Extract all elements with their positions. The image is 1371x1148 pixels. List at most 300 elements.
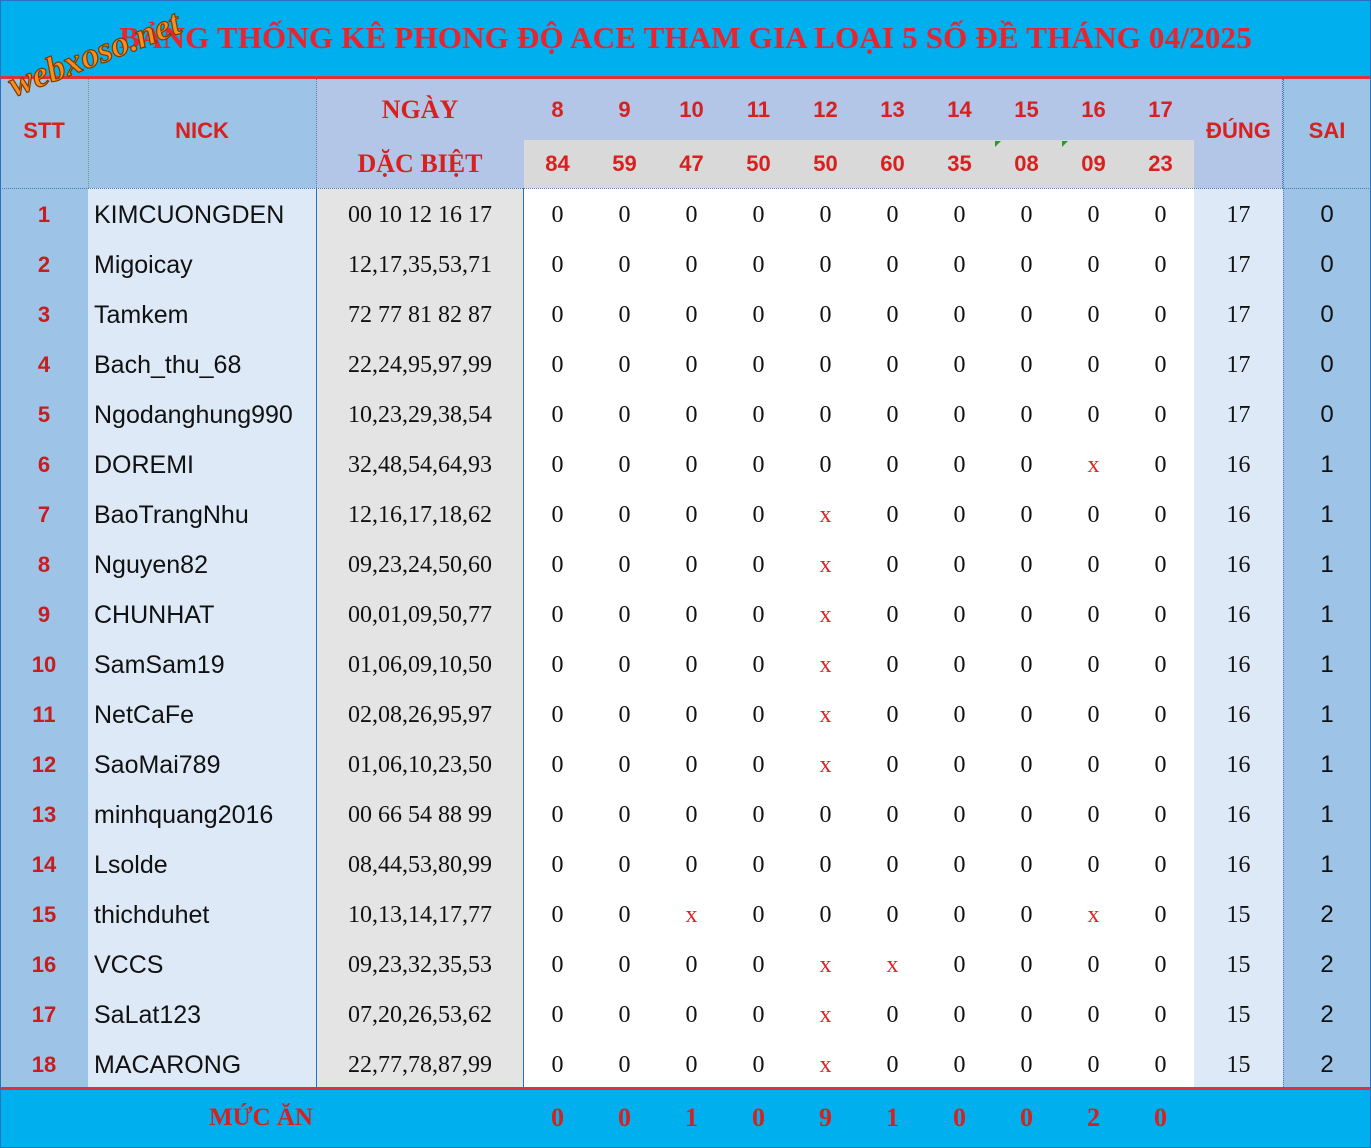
hit-mark: 0 xyxy=(551,351,564,378)
hit-mark: 0 xyxy=(819,251,832,278)
row-nick: Migoicay xyxy=(94,250,193,279)
hit-mark: 0 xyxy=(618,251,631,278)
hit-mark: 0 xyxy=(685,551,698,578)
row-stt: 1 xyxy=(37,202,51,227)
row-sai: 1 xyxy=(1320,551,1334,578)
hit-mark: 0 xyxy=(685,351,698,378)
hit-mark: 0 xyxy=(618,901,631,928)
row-stt: 6 xyxy=(37,452,51,477)
row-nick: SaoMai789 xyxy=(94,750,221,779)
row-nick: Ngodanghung990 xyxy=(94,400,293,429)
hit-mark: 0 xyxy=(618,751,631,778)
hit-mark: 0 xyxy=(953,801,966,828)
hit-mark: 0 xyxy=(618,851,631,878)
hit-mark: 0 xyxy=(886,801,899,828)
miss-mark: x xyxy=(886,951,899,978)
miss-mark: x xyxy=(685,901,698,928)
day-header-15: 15 xyxy=(1014,96,1039,122)
hit-mark: 0 xyxy=(551,601,564,628)
hit-mark: 0 xyxy=(1087,351,1100,378)
special-header-5: 50 xyxy=(813,151,838,176)
footer-value: 0 xyxy=(551,1102,564,1132)
row-stt: 13 xyxy=(31,802,57,827)
hit-mark: 0 xyxy=(551,501,564,528)
hit-mark: 0 xyxy=(953,901,966,928)
hit-mark: 0 xyxy=(1154,251,1167,278)
hit-mark: 0 xyxy=(886,901,899,928)
row-dung: 15 xyxy=(1226,951,1251,978)
hit-mark: 0 xyxy=(1087,601,1100,628)
hit-mark: 0 xyxy=(618,301,631,328)
hit-mark: 0 xyxy=(685,401,698,428)
row-stt: 14 xyxy=(31,852,57,877)
hit-mark: 0 xyxy=(953,651,966,678)
row-dung: 17 xyxy=(1226,251,1251,278)
row-nick: BaoTrangNhu xyxy=(94,500,249,529)
hit-mark: 0 xyxy=(551,251,564,278)
special-header-4: 50 xyxy=(746,151,771,176)
row-stt: 12 xyxy=(31,752,57,777)
hit-mark: 0 xyxy=(886,251,899,278)
hit-mark: 0 xyxy=(551,451,564,478)
hit-mark: 0 xyxy=(1020,851,1033,878)
hit-mark: 0 xyxy=(752,851,765,878)
hit-mark: 0 xyxy=(752,701,765,728)
hit-mark: 0 xyxy=(953,751,966,778)
miss-mark: x xyxy=(819,651,832,678)
special-header-3: 47 xyxy=(679,151,704,176)
hit-mark: 0 xyxy=(618,801,631,828)
hit-mark: 0 xyxy=(1020,451,1033,478)
hit-mark: 0 xyxy=(819,351,832,378)
day-header-12: 12 xyxy=(813,96,838,122)
hit-mark: 0 xyxy=(1020,801,1033,828)
row-dung: 16 xyxy=(1226,851,1251,878)
hit-mark: 0 xyxy=(685,451,698,478)
row-stt: 7 xyxy=(37,502,51,527)
hit-mark: 0 xyxy=(886,651,899,678)
hit-mark: 0 xyxy=(685,1051,698,1078)
hit-mark: 0 xyxy=(886,601,899,628)
hit-mark: 0 xyxy=(953,501,966,528)
hit-mark: 0 xyxy=(752,1001,765,1028)
row-numbers: 01,06,10,23,50 xyxy=(348,751,492,778)
hit-mark: 0 xyxy=(886,501,899,528)
day-header-14: 14 xyxy=(947,96,972,122)
hit-mark: 0 xyxy=(551,1001,564,1028)
hit-mark: 0 xyxy=(685,851,698,878)
hit-mark: 0 xyxy=(953,601,966,628)
hit-mark: 0 xyxy=(685,951,698,978)
miss-mark: x xyxy=(1087,901,1100,928)
special-header-1: 84 xyxy=(545,151,570,176)
hit-mark: 0 xyxy=(752,951,765,978)
row-nick: NetCaFe xyxy=(94,700,195,729)
nick-header: NICK xyxy=(175,117,229,143)
row-numbers: 12,17,35,53,71 xyxy=(348,251,492,278)
hit-mark: 0 xyxy=(886,201,899,228)
webxoso-logo xyxy=(2,0,227,110)
hit-mark: 0 xyxy=(1020,951,1033,978)
row-nick: VCCS xyxy=(94,950,164,979)
day-header-8: 8 xyxy=(551,96,564,122)
special-header-10: 23 xyxy=(1148,151,1173,176)
hit-mark: 0 xyxy=(685,301,698,328)
hit-mark: 0 xyxy=(1087,1001,1100,1028)
row-stt: 17 xyxy=(31,1002,57,1027)
row-dung: 16 xyxy=(1226,751,1251,778)
row-sai: 2 xyxy=(1320,901,1334,928)
hit-mark: 0 xyxy=(1087,201,1100,228)
row-dung: 17 xyxy=(1226,401,1251,428)
hit-mark: 0 xyxy=(1020,251,1033,278)
hit-mark: 0 xyxy=(819,901,832,928)
hit-mark: 0 xyxy=(1020,1001,1033,1028)
hit-mark: 0 xyxy=(752,401,765,428)
hit-mark: 0 xyxy=(752,201,765,228)
hit-mark: 0 xyxy=(618,651,631,678)
stt-header: STT xyxy=(23,117,65,143)
row-nick: Nguyen82 xyxy=(94,550,208,579)
hit-mark: 0 xyxy=(953,851,966,878)
row-numbers: 02,08,26,95,97 xyxy=(348,701,492,728)
footer-value: 0 xyxy=(1020,1102,1033,1132)
hit-mark: 0 xyxy=(752,451,765,478)
hit-mark: 0 xyxy=(1087,651,1100,678)
footer-value: 0 xyxy=(953,1102,966,1132)
row-nick: SaLat123 xyxy=(94,1000,202,1029)
hit-mark: 0 xyxy=(618,351,631,378)
row-sai: 0 xyxy=(1320,301,1334,328)
row-stt: 11 xyxy=(32,702,56,727)
hit-mark: 0 xyxy=(1087,501,1100,528)
hit-mark: 0 xyxy=(1154,1001,1167,1028)
row-numbers: 09,23,32,35,53 xyxy=(348,951,492,978)
hit-mark: 0 xyxy=(886,701,899,728)
hit-mark: 0 xyxy=(752,901,765,928)
hit-mark: 0 xyxy=(886,551,899,578)
miss-mark: x xyxy=(819,751,832,778)
day-header-17: 17 xyxy=(1148,96,1173,122)
hit-mark: 0 xyxy=(953,701,966,728)
hit-mark: 0 xyxy=(551,551,564,578)
row-nick: MACARONG xyxy=(94,1050,242,1079)
hit-mark: 0 xyxy=(1154,1051,1167,1078)
row-dung: 17 xyxy=(1226,201,1251,228)
row-sai: 1 xyxy=(1320,601,1334,628)
page-title: BẢNG THỐNG KÊ PHONG ĐỘ ACE THAM GIA LOẠI 5 SỐ ĐỀ THÁNG 04/2025 xyxy=(119,20,1252,55)
hit-mark: 0 xyxy=(685,201,698,228)
row-dung: 16 xyxy=(1226,501,1251,528)
row-stt: 5 xyxy=(37,402,51,427)
row-numbers: 72 77 81 82 87 xyxy=(348,301,492,328)
row-numbers: 00 10 12 16 17 xyxy=(348,201,492,228)
row-sai: 0 xyxy=(1320,351,1334,378)
row-stt: 16 xyxy=(31,952,57,977)
hit-mark: 0 xyxy=(752,651,765,678)
hit-mark: 0 xyxy=(551,751,564,778)
row-numbers: 08,44,53,80,99 xyxy=(348,851,492,878)
hit-mark: 0 xyxy=(752,801,765,828)
hit-mark: 0 xyxy=(1087,551,1100,578)
row-numbers: 22,24,95,97,99 xyxy=(348,351,492,378)
row-sai: 1 xyxy=(1320,801,1334,828)
special-header-6: 60 xyxy=(880,151,905,176)
hit-mark: 0 xyxy=(1087,801,1100,828)
sai-header: SAI xyxy=(1308,117,1346,143)
hit-mark: 0 xyxy=(618,1001,631,1028)
row-sai: 1 xyxy=(1320,651,1334,678)
row-nick: thichduhet xyxy=(94,900,210,929)
row-numbers: 07,20,26,53,62 xyxy=(348,1001,492,1028)
hit-mark: 0 xyxy=(953,1001,966,1028)
hit-mark: 0 xyxy=(886,751,899,778)
row-sai: 2 xyxy=(1320,1051,1334,1078)
row-numbers: 12,16,17,18,62 xyxy=(348,501,492,528)
hit-mark: 0 xyxy=(551,301,564,328)
hit-mark: 0 xyxy=(1154,351,1167,378)
hit-mark: 0 xyxy=(551,401,564,428)
footer-value: 0 xyxy=(752,1102,765,1132)
hit-mark: 0 xyxy=(752,751,765,778)
hit-mark: 0 xyxy=(1087,251,1100,278)
hit-mark: 0 xyxy=(819,301,832,328)
row-dung: 17 xyxy=(1226,301,1251,328)
hit-mark: 0 xyxy=(1020,551,1033,578)
hit-mark: 0 xyxy=(618,501,631,528)
special-header-7: 35 xyxy=(947,151,972,176)
row-sai: 2 xyxy=(1320,951,1334,978)
row-sai: 1 xyxy=(1320,751,1334,778)
svg-text:webxoso.net: webxoso.net xyxy=(2,2,186,105)
row-dung: 16 xyxy=(1226,651,1251,678)
special-header-9: 09 xyxy=(1081,151,1106,176)
hit-mark: 0 xyxy=(1154,751,1167,778)
row-stt: 18 xyxy=(31,1052,57,1077)
hit-mark: 0 xyxy=(1087,951,1100,978)
hit-mark: 0 xyxy=(1020,501,1033,528)
hit-mark: 0 xyxy=(1154,551,1167,578)
row-sai: 2 xyxy=(1320,1001,1334,1028)
footer-label: MỨC ĂN xyxy=(209,1103,313,1131)
hit-mark: 0 xyxy=(551,901,564,928)
hit-mark: 0 xyxy=(618,951,631,978)
hit-mark: 0 xyxy=(886,1001,899,1028)
hit-mark: 0 xyxy=(685,801,698,828)
row-stt: 10 xyxy=(31,652,57,677)
hit-mark: 0 xyxy=(1154,401,1167,428)
row-sai: 0 xyxy=(1320,201,1334,228)
hit-mark: 0 xyxy=(1087,851,1100,878)
row-numbers: 00 66 54 88 99 xyxy=(348,801,492,828)
day-header-13: 13 xyxy=(880,96,905,122)
hit-mark: 0 xyxy=(618,701,631,728)
hit-mark: 0 xyxy=(1154,951,1167,978)
row-stt: 8 xyxy=(37,552,51,577)
hit-mark: 0 xyxy=(752,551,765,578)
row-sai: 1 xyxy=(1320,501,1334,528)
hit-mark: 0 xyxy=(752,601,765,628)
hit-mark: 0 xyxy=(1020,701,1033,728)
hit-mark: 0 xyxy=(953,951,966,978)
row-numbers: 10,23,29,38,54 xyxy=(348,401,492,428)
hit-mark: 0 xyxy=(618,401,631,428)
row-sai: 1 xyxy=(1320,701,1334,728)
row-dung: 16 xyxy=(1226,601,1251,628)
hit-mark: 0 xyxy=(1020,901,1033,928)
miss-mark: x xyxy=(819,701,832,728)
row-numbers: 22,77,78,87,99 xyxy=(348,1051,492,1078)
hit-mark: 0 xyxy=(886,351,899,378)
hit-mark: 0 xyxy=(1020,751,1033,778)
hit-mark: 0 xyxy=(1154,301,1167,328)
dung-header: ĐÚNG xyxy=(1206,117,1271,143)
hit-mark: 0 xyxy=(618,1051,631,1078)
row-numbers: 10,13,14,17,77 xyxy=(348,901,492,928)
hit-mark: 0 xyxy=(1087,1051,1100,1078)
row-nick: Bach_thu_68 xyxy=(94,350,242,379)
hit-mark: 0 xyxy=(886,1051,899,1078)
hit-mark: 0 xyxy=(953,351,966,378)
hit-mark: 0 xyxy=(551,1051,564,1078)
row-nick: CHUNHAT xyxy=(94,600,215,629)
hit-mark: 0 xyxy=(1087,401,1100,428)
hit-mark: 0 xyxy=(685,1001,698,1028)
hit-mark: 0 xyxy=(1154,601,1167,628)
hit-mark: 0 xyxy=(819,401,832,428)
row-sai: 0 xyxy=(1320,401,1334,428)
row-dung: 15 xyxy=(1226,1001,1251,1028)
hit-mark: 0 xyxy=(618,451,631,478)
hit-mark: 0 xyxy=(819,451,832,478)
hit-mark: 0 xyxy=(953,251,966,278)
hit-mark: 0 xyxy=(1020,651,1033,678)
hit-mark: 0 xyxy=(752,251,765,278)
row-sai: 1 xyxy=(1320,851,1334,878)
hit-mark: 0 xyxy=(1154,851,1167,878)
hit-mark: 0 xyxy=(1020,601,1033,628)
hit-mark: 0 xyxy=(551,651,564,678)
hit-mark: 0 xyxy=(1020,201,1033,228)
row-dung: 15 xyxy=(1226,1051,1251,1078)
row-nick: SamSam19 xyxy=(94,650,225,679)
footer-value: 1 xyxy=(685,1102,698,1132)
hit-mark: 0 xyxy=(752,301,765,328)
footer-value: 0 xyxy=(618,1102,631,1132)
row-dung: 16 xyxy=(1226,801,1251,828)
hit-mark: 0 xyxy=(1020,401,1033,428)
hit-mark: 0 xyxy=(953,201,966,228)
row-nick: KIMCUONGDEN xyxy=(94,200,285,229)
hit-mark: 0 xyxy=(551,801,564,828)
hit-mark: 0 xyxy=(685,701,698,728)
hit-mark: 0 xyxy=(1020,301,1033,328)
row-stt: 4 xyxy=(37,352,51,377)
hit-mark: 0 xyxy=(1154,901,1167,928)
miss-mark: x xyxy=(1087,451,1100,478)
footer-value: 0 xyxy=(1154,1102,1167,1132)
hit-mark: 0 xyxy=(1154,701,1167,728)
hit-mark: 0 xyxy=(1087,301,1100,328)
dac-biet-header: DẶC BIỆT xyxy=(357,149,483,178)
special-header-2: 59 xyxy=(612,151,637,176)
hit-mark: 0 xyxy=(1020,351,1033,378)
footer-value: 9 xyxy=(819,1102,832,1132)
hit-mark: 0 xyxy=(953,1051,966,1078)
hit-mark: 0 xyxy=(685,251,698,278)
hit-mark: 0 xyxy=(953,301,966,328)
miss-mark: x xyxy=(819,1051,832,1078)
hit-mark: 0 xyxy=(953,551,966,578)
row-dung: 17 xyxy=(1226,351,1251,378)
hit-mark: 0 xyxy=(685,601,698,628)
hit-mark: 0 xyxy=(752,501,765,528)
hit-mark: 0 xyxy=(1154,501,1167,528)
hit-mark: 0 xyxy=(752,351,765,378)
row-numbers: 00,01,09,50,77 xyxy=(348,601,492,628)
hit-mark: 0 xyxy=(1087,701,1100,728)
footer-value: 2 xyxy=(1087,1102,1100,1132)
row-nick: DOREMI xyxy=(94,450,194,479)
hit-mark: 0 xyxy=(551,201,564,228)
miss-mark: x xyxy=(819,1001,832,1028)
miss-mark: x xyxy=(819,951,832,978)
hit-mark: 0 xyxy=(685,751,698,778)
hit-mark: 0 xyxy=(886,301,899,328)
hit-mark: 0 xyxy=(685,501,698,528)
row-nick: Lsolde xyxy=(94,850,168,879)
day-header-10: 10 xyxy=(679,96,704,122)
hit-mark: 0 xyxy=(1020,1051,1033,1078)
day-header-9: 9 xyxy=(618,96,631,122)
miss-mark: x xyxy=(819,601,832,628)
day-header-11: 11 xyxy=(746,96,771,122)
miss-mark: x xyxy=(819,501,832,528)
hit-mark: 0 xyxy=(1154,451,1167,478)
hit-mark: 0 xyxy=(819,801,832,828)
hit-mark: 0 xyxy=(953,401,966,428)
row-numbers: 32,48,54,64,93 xyxy=(348,451,492,478)
row-nick: minhquang2016 xyxy=(94,800,274,829)
hit-mark: 0 xyxy=(551,851,564,878)
hit-mark: 0 xyxy=(1154,801,1167,828)
miss-mark: x xyxy=(819,551,832,578)
row-nick: Tamkem xyxy=(94,300,189,329)
row-stt: 15 xyxy=(31,902,57,927)
row-numbers: 01,06,09,10,50 xyxy=(348,651,492,678)
row-numbers: 09,23,24,50,60 xyxy=(348,551,492,578)
row-dung: 16 xyxy=(1226,701,1251,728)
hit-mark: 0 xyxy=(1087,751,1100,778)
hit-mark: 0 xyxy=(618,551,631,578)
row-dung: 15 xyxy=(1226,901,1251,928)
hit-mark: 0 xyxy=(551,701,564,728)
footer-value: 1 xyxy=(886,1102,899,1132)
row-sai: 1 xyxy=(1320,451,1334,478)
hit-mark: 0 xyxy=(618,601,631,628)
hit-mark: 0 xyxy=(819,851,832,878)
hit-mark: 0 xyxy=(618,201,631,228)
hit-mark: 0 xyxy=(1154,651,1167,678)
hit-mark: 0 xyxy=(886,451,899,478)
hit-mark: 0 xyxy=(1154,201,1167,228)
row-dung: 16 xyxy=(1226,551,1251,578)
hit-mark: 0 xyxy=(886,401,899,428)
hit-mark: 0 xyxy=(886,851,899,878)
hit-mark: 0 xyxy=(953,451,966,478)
row-dung: 16 xyxy=(1226,451,1251,478)
hit-mark: 0 xyxy=(551,951,564,978)
